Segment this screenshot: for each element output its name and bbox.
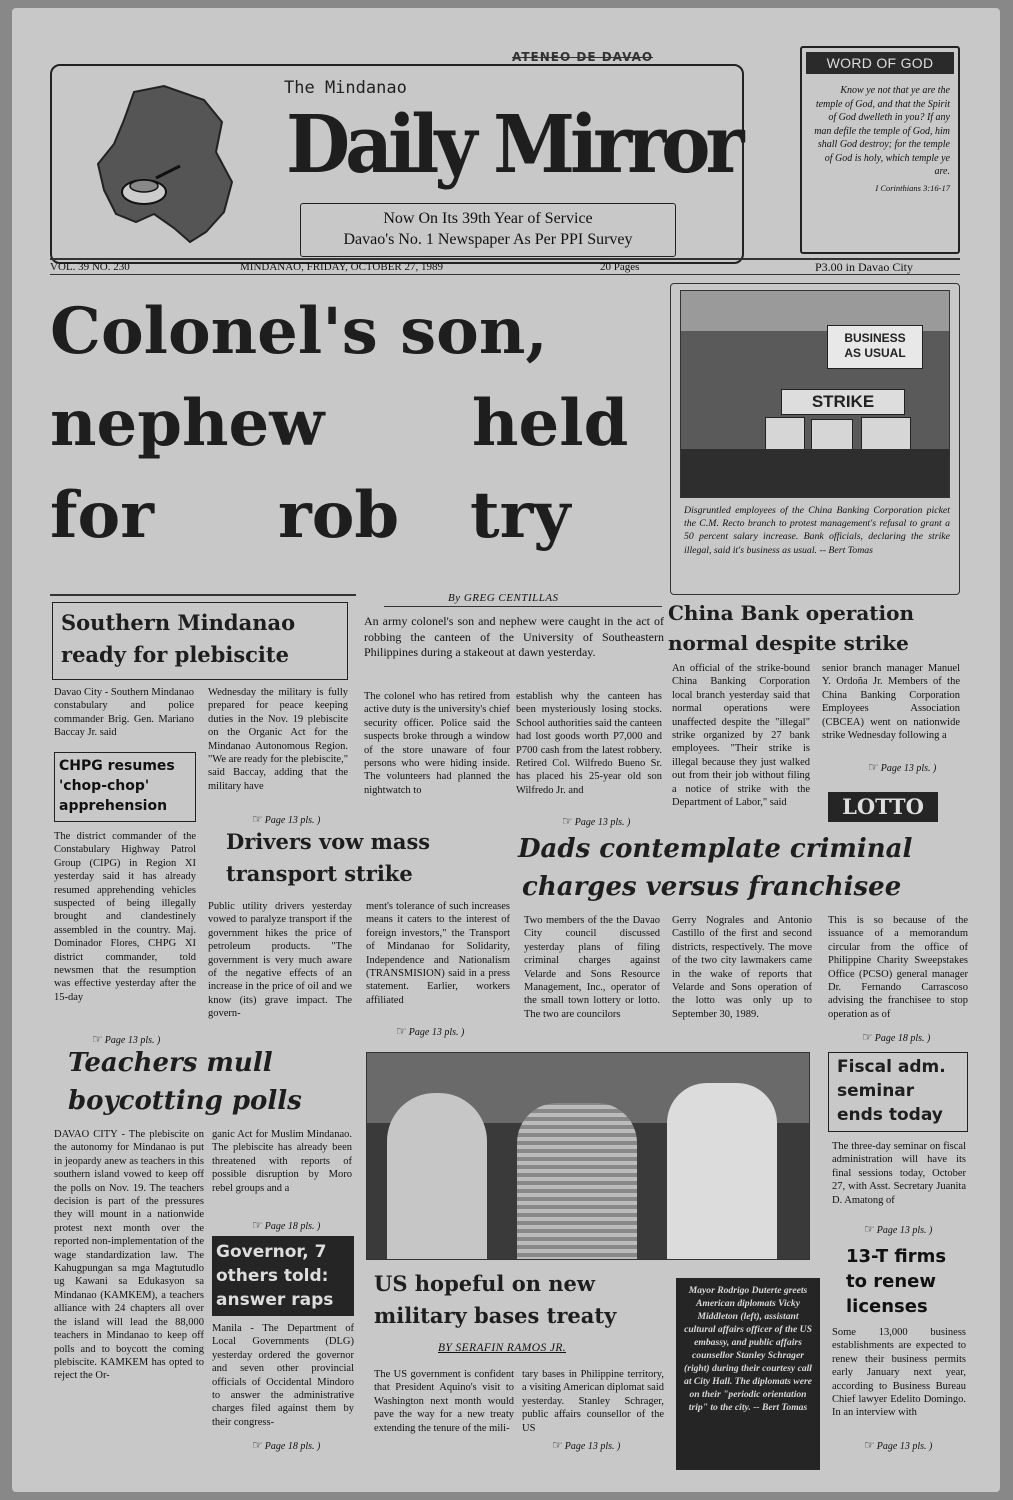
plebiscite-continued: [252, 812, 320, 827]
word-of-god-reference: I Corinthians 3:16-17: [875, 182, 950, 193]
lead-continued-text: Page 13 pls. ): [574, 817, 631, 828]
lead-headline-word-rob: rob: [278, 478, 400, 553]
plebiscite-column-1: Davao City - Southern Mindanao constabulary and police commander Brig. Gen. Mariano Baccay Jr. said: [54, 687, 194, 739]
stamp: ATENEO DE DAVAO: [512, 50, 654, 64]
plebiscite-headline-line-1: Southern Mindanao: [61, 610, 296, 635]
lead-byline-rule: [384, 606, 662, 607]
word-of-god-title: WORD OF GOD: [806, 52, 954, 74]
lead-continued: [562, 814, 630, 829]
chpg-headline-line-3: apprehension: [59, 798, 168, 814]
teachers-headline-line-2: boycotting polls: [68, 1086, 302, 1116]
fiscal-continued-text: Page 13 pls. ): [876, 1225, 933, 1236]
tagline-years: Now On Its 39th Year of Service: [383, 210, 593, 227]
dads-column-3: This is so because of the issuance of a memorandum circular from the office of Philippine Charity Sweepstakes Office (PCSO) general manager Dr. Fernando Carrascoso advising the franchisee to stop operation as of: [828, 915, 968, 1020]
chinabank-column-1: An official of the strike-bound China Banking Corporation local branch yesterday said that normal operations were unaffected despite the "illegal" strike organized by 27 bank employees. "Their strike is illegal because they just walked out from their job without filing a notice of strike with the Department of Labor," said: [672, 663, 810, 809]
teachers-column-1: DAVAO CITY - The plebiscite on the autonomy for Mindanao is put in jeopardy anew as teachers in this southern island vowed to keep off the polls on Nov. 19. The teachers decision is part of the pressures they will mount in a nationwide protest next month over the reported non-implementation of the wage standardization law. The Kahugpungan sa mga Magtutudlo ug Kawani sa Edukasyon sa Mindanao (KAMKEM), a teachers alliance with 24 chapters all over the island will lead the 88,000 teachers in Mindanao to keep off polls and to boycott the coming plebiscite. KAMKEM has opted to reject the Or-: [54, 1129, 204, 1382]
chpg-headline-line-2: 'chop-chop': [59, 778, 150, 794]
masthead-title: Daily Mirror: [286, 98, 740, 192]
fiscal-headline-line-3: ends today: [837, 1105, 943, 1125]
lead-column-1: The colonel who has retired from active duty is the university's chief security officer. Police said the suspects broke through a window of the store unaware of four persons who were hiding inside. The volunteers had planned the nightwatch to: [364, 691, 510, 796]
dateline: [50, 260, 960, 274]
pointing-hand-icon: ☞: [252, 812, 263, 826]
photo-crowd: [681, 449, 950, 498]
pointing-hand-icon: ☞: [562, 814, 573, 828]
masthead-pretitle: The Mindanao: [284, 78, 407, 98]
lead-headline-word-try: try: [470, 478, 571, 553]
governor-continued: [252, 1438, 320, 1453]
firms-continued-text: Page 13 pls. ): [876, 1441, 933, 1452]
firms-continued: [864, 1438, 932, 1453]
word-of-god-verse: Know ye not that ye are the temple of God, and that the Spirit of God dwelleth in you? If any man defile the temple of God, him shall God destroy; for the temple of God is holy, which temple ye are.: [814, 85, 950, 177]
drivers-column-1: Public utility drivers yesterday vowed to paralyze transport if the government hikes the price of petroleum products. "The government is very much aware of the negative effects of an increase in the price of oil and we know (its) grave impact. The govern-: [208, 901, 352, 1020]
lead-headline: [50, 286, 670, 562]
teachers-headline: [68, 1044, 368, 1120]
photo-sign-as-usual: AS USUAL: [844, 346, 906, 360]
plebiscite-rule: [50, 594, 356, 596]
lead-column-2: establish why the canteen has been mysteriously losing stocks. School authorities said the canteen had lost goods worth P7,000 and P700 cash from the latest robbery. Retired Col. Wilfredo Bueno Sr. has placed his 25-year old son Wilfredo Jr. and: [516, 691, 662, 796]
teachers-continued: [252, 1218, 320, 1233]
firms-headline-line-3: licenses: [846, 1296, 928, 1317]
dateline-rule-bottom: [50, 274, 960, 275]
lead-headline-word-held: held: [472, 386, 629, 461]
governor-headline-box: [212, 1236, 354, 1316]
pointing-hand-icon: ☞: [396, 1024, 407, 1038]
chpg-body: The district commander of the Constabulary Highway Patrol Group (CIPG) in Region XI yesterday said it has already resumed apprehending vehicles suspected of being illegally brought and clandestinely assembled in the country. Maj. Dominador Flores, CHPG XI district commander, told newsmen that the resumption was effective yesterday after the 15-day: [54, 831, 196, 1003]
chpg-headline-line-1: CHPG resumes: [59, 758, 175, 774]
volume-number: VOL. 39 NO. 230: [50, 261, 130, 273]
word-of-god-box: [800, 46, 960, 254]
bases-headline-line-1: US hopeful on new: [374, 1271, 595, 1296]
lead-headline-word-for: for: [50, 478, 154, 553]
fiscal-body: The three-day seminar on fiscal administration will have its final sessions today, October 27, with Asst. Secretary Juanita D. Amatong of: [832, 1141, 966, 1206]
plebiscite-continued-text: Page 13 pls. ): [264, 815, 321, 826]
pointing-hand-icon: ☞: [252, 1218, 263, 1232]
photo-business-sign: [827, 325, 923, 369]
photo-man-right: [667, 1083, 777, 1260]
governor-headline-line-3: answer raps: [216, 1290, 334, 1310]
teachers-headline-line-1: Teachers mull: [68, 1048, 273, 1078]
firms-body: Some 13,000 business establishments are expected to renew their business permits early January next year, according to Business Bureau Chief lawyer Edelito Domingo. In an interview with: [832, 1327, 966, 1419]
pointing-hand-icon: ☞: [552, 1438, 563, 1452]
pointing-hand-icon: ☞: [862, 1030, 873, 1044]
chpg-headline-box: [54, 752, 196, 822]
firms-headline: [846, 1244, 976, 1319]
diplomats-photo: [366, 1052, 810, 1260]
dads-continued: [862, 1030, 930, 1045]
lead-intro: An army colonel's son and nephew were caught in the act of robbing the canteen of the University of Southeastern Philippines during a stakeout at dawn yesterday.: [364, 614, 664, 659]
chinabank-headline-line-2: normal despite strike: [668, 631, 909, 655]
pointing-hand-icon: ☞: [868, 760, 879, 774]
chinabank-headline-line-1: China Bank operation: [668, 601, 915, 625]
governor-continued-text: Page 18 pls. ): [264, 1441, 321, 1452]
dads-column-1: Two members of the the Davao City council discussed yesterday plans of filing criminal charges against Velarde and Sons Resource Management, Inc., operator of the small town lottery or lotto. The two are councilors: [524, 915, 660, 1020]
chpg-continued-text: Page 13 pls. ): [104, 1035, 161, 1046]
dads-column-2: Gerry Nograles and Antonio Castillo of the first and second districts, respectively. The move of the two city lawmakers came in the wake of reports that Velarde and Sons operation of the lotto was only up to September 30, 1989.: [672, 915, 812, 1020]
drivers-continued: [396, 1024, 464, 1039]
tagline-survey: Davao's No. 1 Newspaper As Per PPI Survey: [343, 231, 633, 248]
bases-continued: [552, 1438, 620, 1453]
mindanao-map-logo: [94, 82, 244, 252]
plebiscite-headline-line-2: ready for plebiscite: [61, 642, 289, 667]
dads-headline-line-2: charges versus franchisee: [522, 872, 902, 902]
bases-column-2: tary bases in Philippine territory, a visiting American diplomat said yesterday. Stanley Schrager, public affairs counsellor of the US: [522, 1369, 664, 1434]
governor-headline-line-2: others told:: [216, 1266, 329, 1286]
bases-headline: [374, 1268, 674, 1332]
drivers-headline: [226, 826, 526, 890]
diplomats-photo-caption: Mayor Rodrigo Duterte greets American diplomats Vicky Middleton (left), assistant cultural affairs officer of the US embassy, and public affairs counsellor Stanley Schrager (right) during their courtesy call at City Hall. The diplomats were on their "periodic orientation trip" to the city. -- Bert Tomas: [676, 1278, 820, 1470]
teachers-continued-text: Page 18 pls. ): [264, 1221, 321, 1232]
bases-byline: BY SERAFIN RAMOS JR.: [438, 1342, 567, 1354]
bases-continued-text: Page 13 pls. ): [564, 1441, 621, 1452]
strike-photo-caption: Disgruntled employees of the China Banking Corporation picket the C.M. Recto branch to protest management's refusal to grant a 50 percent salary increase. Bank officials, declaring the strike illegal, said it's business as usual. -- Bert Tomas: [684, 505, 950, 556]
governor-body: Manila - The Department of Local Governments (DLG) yesterday ordered the governor and seven other provincial officials of Occidental Mindoro to answer the administrative charges filed against them by their congress-: [212, 1323, 354, 1428]
governor-headline-line-1: Governor, 7: [216, 1242, 327, 1262]
chinabank-column-2: senior branch manager Manuel Y. Ordoña Jr. Members of the China Banking Corporation Employees Association (CBCEA) went on nationwide strike Wednesday following a: [822, 663, 960, 742]
lead-headline-word-nephew: nephew: [50, 386, 325, 461]
pointing-hand-icon: ☞: [92, 1032, 103, 1046]
photo-strike-banner: STRIKE: [781, 389, 905, 415]
fiscal-headline-box: [828, 1052, 968, 1132]
page-count: 20 Pages: [600, 261, 640, 273]
bases-column-1: The US government is confident that President Aquino's visit to Washington next month would pave the way for a new treaty extending the tenure of the mili-: [374, 1369, 514, 1434]
chinabank-headline: [668, 598, 968, 658]
bases-headline-line-2: military bases treaty: [374, 1303, 617, 1328]
drivers-continued-text: Page 13 pls. ): [408, 1027, 465, 1038]
photo-sign-business: BUSINESS: [844, 331, 906, 345]
fiscal-headline-line-1: Fiscal adm.: [837, 1057, 946, 1077]
pointing-hand-icon: ☞: [864, 1222, 875, 1236]
photo-man-striped-shirt: [517, 1103, 637, 1260]
dads-headline: [518, 830, 968, 906]
teachers-column-2: ganic Act for Muslim Mindanao. The plebiscite has already been threatened with reports of possible disruption by Moro rebel groups and a: [212, 1129, 352, 1194]
publication-date: MINDANAO, FRIDAY, OCTOBER 27, 1989: [240, 261, 444, 273]
photo-woman: [387, 1093, 487, 1260]
pointing-hand-icon: ☞: [252, 1438, 263, 1452]
newspaper-page: [12, 8, 1000, 1492]
price: P3.00 in Davao City: [815, 260, 913, 274]
lead-headline-line-1: Colonel's son,: [50, 294, 548, 369]
fiscal-headline-line-2: seminar: [837, 1081, 915, 1101]
tagline-box: [300, 203, 676, 257]
plebiscite-headline: [52, 602, 348, 680]
lead-byline: By GREG CENTILLAS: [448, 592, 559, 604]
strike-photo: [680, 290, 950, 498]
dads-continued-text: Page 18 pls. ): [874, 1033, 931, 1044]
drivers-headline-line-2: transport strike: [226, 861, 413, 886]
firms-headline-line-1: 13-T firms: [846, 1246, 947, 1267]
pointing-hand-icon: ☞: [864, 1438, 875, 1452]
firms-headline-line-2: to renew: [846, 1271, 936, 1292]
fiscal-continued: [864, 1222, 932, 1237]
chinabank-continued: [868, 760, 936, 775]
drivers-headline-line-1: Drivers vow mass: [226, 829, 431, 854]
plebiscite-column-2: Wednesday the military is fully prepared for peace keeping duties in the Nov. 19 plebiscite on the Organic Act for the Mindanao Autonomous Region. "We are ready for the plebiscite," said Baccay, adding that the military have: [208, 687, 348, 792]
drivers-column-2: ment's tolerance of such increases means it caters to the interest of foreign investors," the Transport of Mindanao for Solidarity, Independence and Nationalism (TRANSMISION) said in a press statement. Earlier, workers affiliated: [366, 901, 510, 1006]
lotto-label: LOTTO: [828, 792, 938, 822]
dads-headline-line-1: Dads contemplate criminal: [518, 834, 913, 864]
chinabank-continued-text: Page 13 pls. ): [880, 763, 937, 774]
